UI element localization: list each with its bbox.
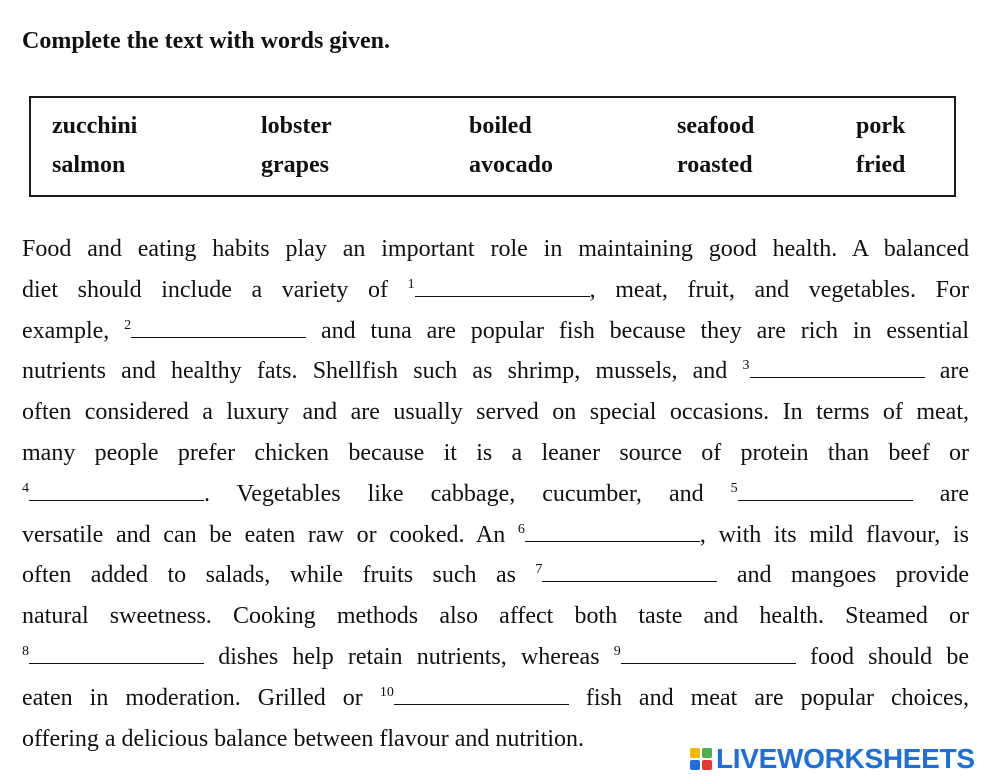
passage-text-segment: diet should include a variety of xyxy=(22,276,408,303)
blank-number: 2 xyxy=(124,317,132,333)
answer-blank-4[interactable] xyxy=(29,480,204,501)
passage-text-segment: fish and meat are popular choices, xyxy=(568,684,969,711)
logo-square xyxy=(702,760,712,770)
passage-text-segment: offering a delicious balance between flavour and nutrition. xyxy=(22,725,585,752)
answer-blank-1[interactable] xyxy=(415,276,590,297)
passage-text-segment: versatile and can be eaten raw or cooked. An xyxy=(22,521,518,548)
blank-number: 4 xyxy=(22,480,29,496)
blank-number: 10 xyxy=(379,684,394,700)
blank-number: 9 xyxy=(613,643,621,659)
passage-text-segment: , meat, fruit, and vegetables. For xyxy=(589,276,969,303)
answer-blank-8[interactable] xyxy=(29,643,204,664)
blank-number: 7 xyxy=(535,562,543,578)
passage-line xyxy=(22,555,969,596)
passage-line xyxy=(22,433,969,474)
word-bank-item: seafood xyxy=(677,113,755,139)
answer-blank-6[interactable] xyxy=(525,521,700,542)
passage-text-segment: nutrients and healthy fats. Shellfish such as shrimp, mussels, and xyxy=(22,358,743,385)
passage-line xyxy=(22,392,969,433)
passage-line xyxy=(22,637,969,678)
logo-square xyxy=(690,748,700,758)
passage-text-segment: often added to salads, while fruits such as xyxy=(22,562,536,589)
logo-mark-icon xyxy=(690,748,712,770)
blank-number: 6 xyxy=(517,521,525,537)
answer-blank-10[interactable] xyxy=(394,684,569,705)
answer-blank-2[interactable] xyxy=(131,317,306,338)
word-bank-item: pork xyxy=(856,113,906,139)
passage-line xyxy=(22,229,969,270)
passage-text-segment: dishes help retain nutrients, whereas xyxy=(204,643,614,670)
passage-text-segment: are xyxy=(912,480,970,507)
answer-blank-5[interactable] xyxy=(738,480,913,501)
passage-line xyxy=(22,678,969,719)
passage-text-segment: Food and eating habits play an important role in maintaining good health. A balanced xyxy=(22,236,969,262)
passage-line xyxy=(22,270,969,311)
word-bank xyxy=(29,96,956,197)
logo-text: LIVEWORKSHEETS xyxy=(716,743,975,774)
word-bank-item: fried xyxy=(856,152,906,178)
logo-square xyxy=(690,760,700,770)
answer-blank-3[interactable] xyxy=(750,357,925,378)
logo-square xyxy=(702,748,712,758)
answer-blank-7[interactable] xyxy=(542,561,717,582)
passage-line xyxy=(22,474,969,515)
passage-line xyxy=(22,351,969,392)
blank-number: 5 xyxy=(730,480,738,496)
passage-text-segment: . Vegetables like cabbage, cucumber, and xyxy=(204,480,731,507)
passage-text-segment: food should be xyxy=(795,643,969,670)
passage-text-segment: eaten in moderation. Grilled or xyxy=(22,684,380,711)
word-bank-item: roasted xyxy=(677,152,753,178)
word-bank-item: avocado xyxy=(469,152,553,178)
passage-text-segment: many people prefer chicken because it is a leaner source of protein than beef or xyxy=(22,439,969,466)
blank-number: 1 xyxy=(407,276,415,292)
word-bank-item: lobster xyxy=(261,113,332,139)
blank-number: 8 xyxy=(22,643,29,659)
passage-line xyxy=(22,515,969,556)
passage-text-segment: and tuna are popular fish because they are rich in essential xyxy=(306,317,969,344)
word-bank-item: boiled xyxy=(469,113,532,139)
word-bank-item: zucchini xyxy=(52,113,138,139)
instruction-heading: Complete the text with words given. xyxy=(22,28,390,54)
blank-number: 3 xyxy=(742,358,750,374)
passage-text-segment: and mangoes provide xyxy=(717,562,969,589)
passage-text-segment: natural sweetness. Cooking methods also affect both taste and health. Steamed or xyxy=(22,603,969,630)
passage-text-segment: example, xyxy=(22,317,125,344)
answer-blank-9[interactable] xyxy=(621,643,796,664)
word-bank-item: salmon xyxy=(52,152,126,178)
passage-text-segment: , with its mild flavour, is xyxy=(699,521,969,548)
passage-text-segment: often considered a luxury and are usually served on special occasions. In terms of meat, xyxy=(22,399,969,426)
passage-text xyxy=(22,229,969,759)
passage-text-segment: are xyxy=(924,358,969,385)
passage-line xyxy=(22,311,969,352)
liveworksheets-logo xyxy=(690,740,975,778)
word-bank-item: grapes xyxy=(261,152,329,178)
passage-line xyxy=(22,596,969,637)
